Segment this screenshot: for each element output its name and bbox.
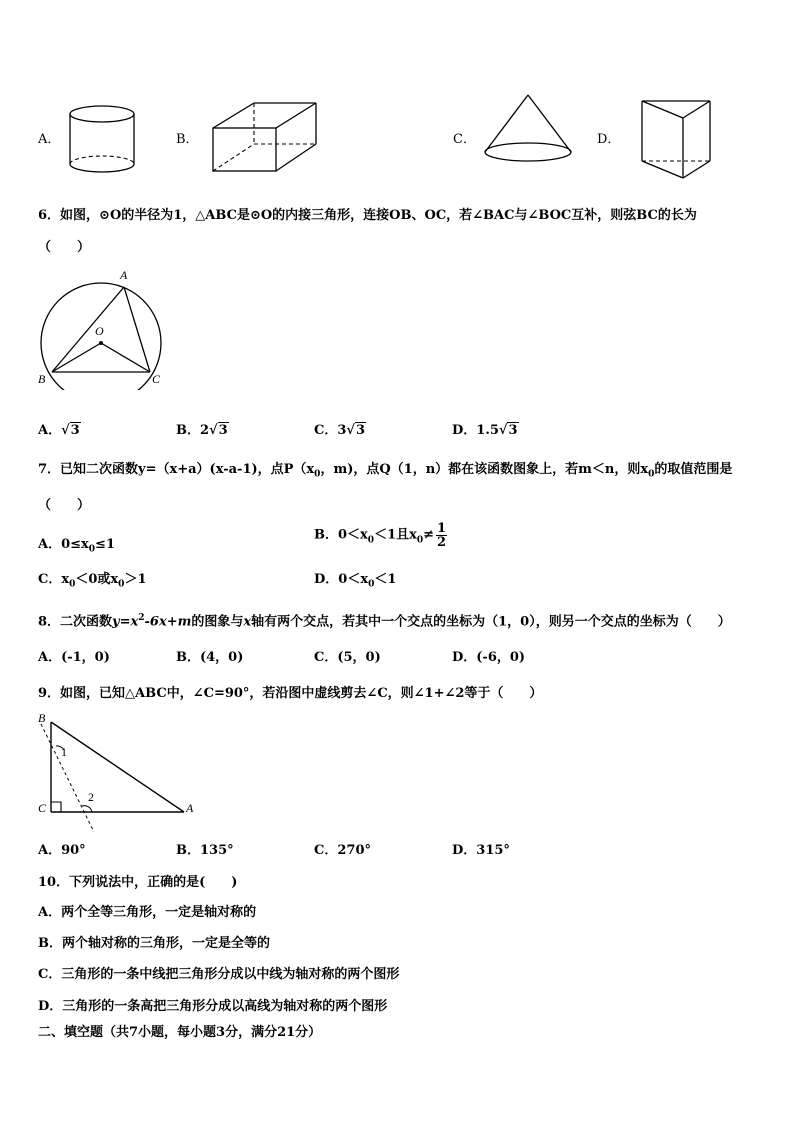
triangular-prism-figure — [636, 96, 716, 186]
q7-option-a: A．$0\le x_0\le 1$ — [38, 537, 115, 555]
cuboid-figure — [208, 98, 320, 178]
q9-option-c: C．270° — [314, 843, 371, 858]
q10-option-d: D．三角形的一条高把三角形分成以高线为轴对称的两个图形 — [38, 999, 388, 1014]
q7-answer-paren: （ ） — [38, 498, 91, 513]
q9-angle-2-label: 2 — [88, 790, 94, 804]
q8-option-a: A．(-1，0) — [38, 650, 110, 665]
q9-option-d: D．315° — [452, 843, 510, 858]
q6-option-c: C．3√3 — [314, 423, 365, 438]
q6-label-b: B — [38, 372, 46, 386]
q9-option-a: A．90° — [38, 843, 86, 858]
q6-option-d: D．1.5√3 — [452, 423, 518, 438]
cylinder-figure — [64, 100, 144, 180]
q8-option-c: C．(5，0) — [314, 650, 381, 665]
cone-figure — [480, 92, 576, 168]
q9-triangle-figure — [34, 710, 204, 834]
q5-option-a-label: A． — [38, 132, 61, 147]
q9-label-a: A — [186, 801, 194, 815]
section-heading-fill-in: 二、填空题（共7小题，每小题3分，满分21分） — [38, 1025, 322, 1040]
q6-label-c: C — [152, 372, 161, 386]
q8-option-b: B．(4，0) — [176, 650, 244, 665]
q8-option-d: D．(-6，0) — [452, 650, 526, 665]
q6-label-a: A — [120, 268, 128, 282]
q7-option-c: C．$x_0<0$或$x_0>1$ — [38, 572, 147, 590]
q6-circle-figure — [34, 264, 174, 390]
q6-answer-paren: （ ） — [38, 240, 91, 255]
q5-option-c-label: C． — [453, 132, 476, 147]
q10-option-b: B．两个轴对称的三角形，一定是全等的 — [38, 936, 270, 951]
q5-option-d-label: D． — [597, 132, 621, 147]
q7-option-d: D．$0<x_0<1$ — [314, 572, 397, 590]
q6-option-b: B．2√3 — [176, 423, 228, 438]
q9-stem: 9．如图，已知△ABC中，∠C=90°，若沿图中虚线剪去∠C，则∠1+∠2等于（ ） — [38, 686, 543, 701]
q8-stem: 8．二次函数$y=x^2-6x+m$的图象与x轴有两个交点，若其中一个交点的坐标为（1，0），则另一个交点的坐标为（ ） — [38, 613, 731, 630]
q9-option-b: B．135° — [176, 843, 234, 858]
q9-label-c: C — [38, 801, 47, 815]
q9-label-b: B — [38, 711, 46, 725]
q6-option-a: A．√3 — [38, 423, 80, 438]
q10-option-a: A．两个全等三角形，一定是轴对称的 — [38, 905, 257, 920]
q9-angle-1-label: 1 — [61, 745, 67, 759]
q7-option-b: B．$0<x_0<1$且$x_0\ne$ $\frac{1}{2}$ — [314, 521, 447, 550]
q6-label-o: O — [95, 324, 104, 338]
q5-option-b-label: B． — [176, 132, 199, 147]
q10-stem: 10．下列说法中，正确的是( ) — [38, 875, 238, 890]
q7-stem: 7．已知二次函数y=（x+a）(x-a-1)，点$P(x_0$，m)，点Q（1，n）都在该函数图象上，若m＜n，则$x_0$的取值范围是 — [38, 462, 733, 480]
q6-stem: 6．如图，⊙O的半径为1，△ABC是⊙O的内接三角形，连接OB、OC，若∠BAC与∠BOC互补，则弦BC的长为 — [38, 208, 697, 223]
q10-option-c: C．三角形的一条中线把三角形分成以中线为轴对称的两个图形 — [38, 967, 400, 982]
